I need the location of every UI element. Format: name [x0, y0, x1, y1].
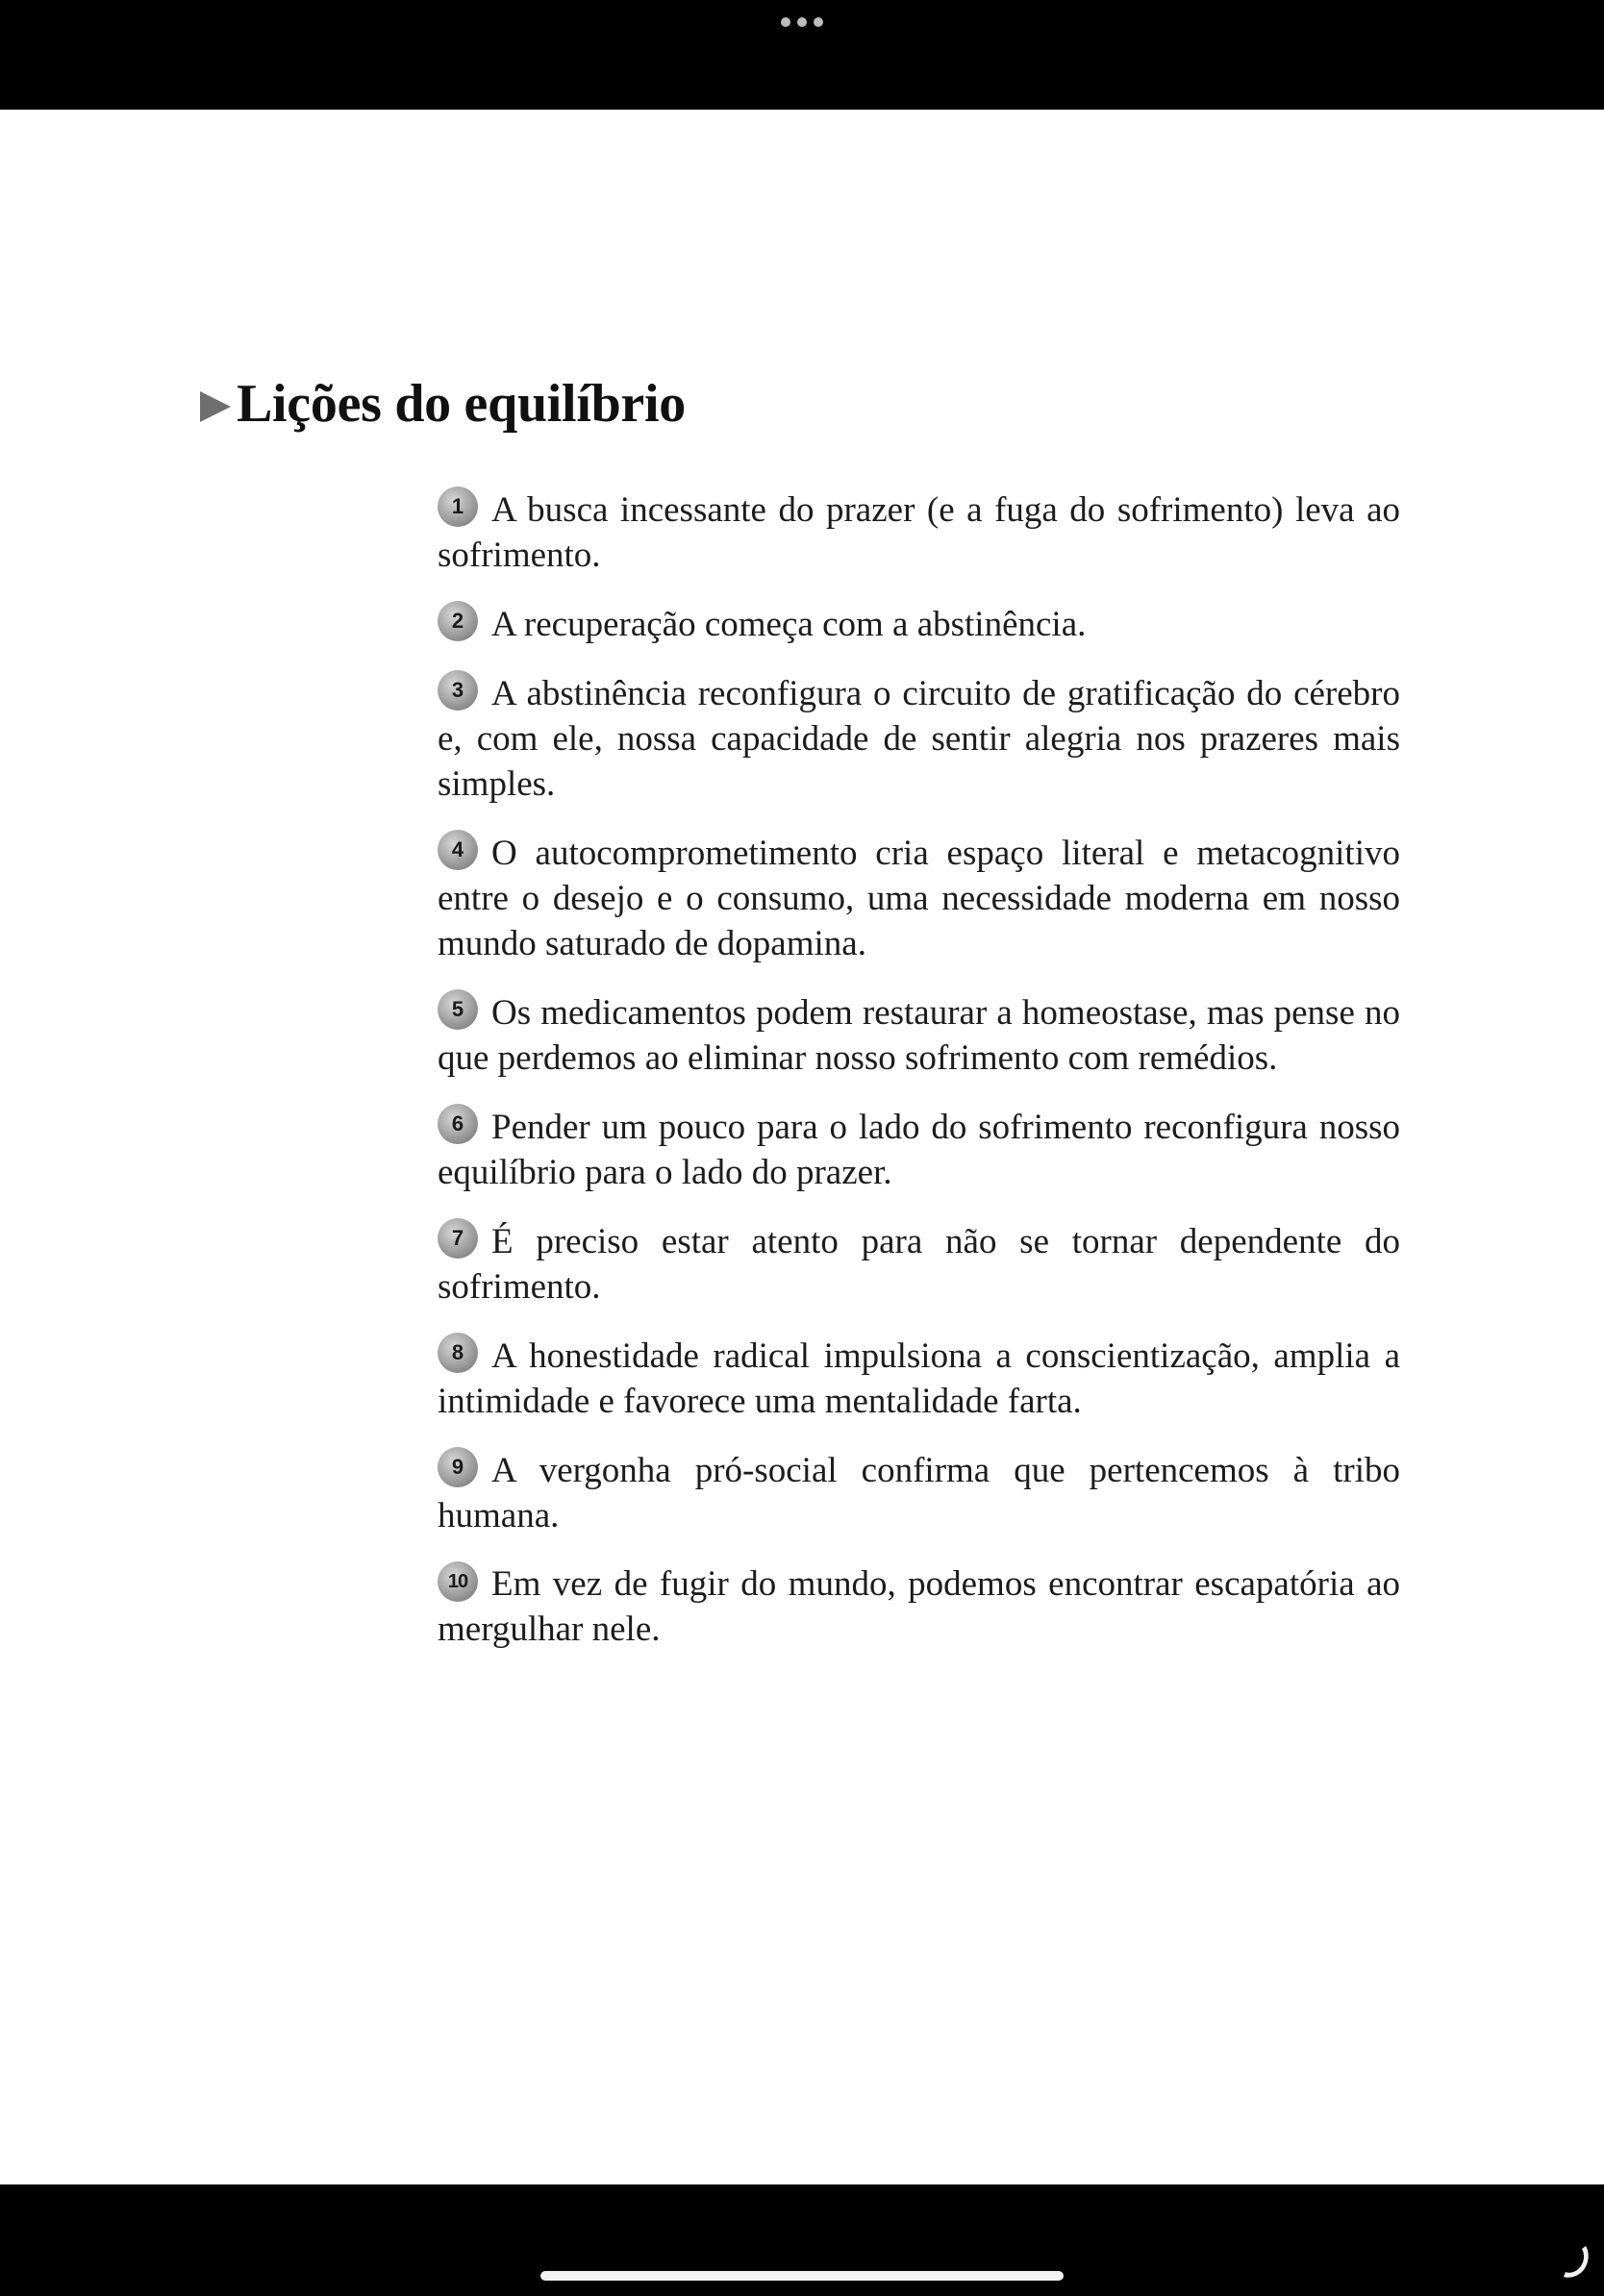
lesson-text: Pender um pouco para o lado do sofrimento reconfigura nosso equilíbrio para o lado do prazer. [438, 1108, 1400, 1192]
section-heading [200, 373, 686, 435]
number-badge-icon: 2 [438, 601, 478, 641]
lesson-text: Os medicamentos podem restaurar a homeostase, mas pense no que perdemos ao eliminar nosso sofrimento com remédios. [438, 993, 1400, 1078]
lesson-item [438, 670, 1400, 807]
lessons-list [438, 487, 1400, 1675]
lesson-item [438, 1447, 1400, 1538]
lesson-text: O autocomprometimento cria espaço literal e metacognitivo entre o desejo e o consumo, uma necessidade moderna em nosso mundo saturado de dopamina. [438, 834, 1400, 963]
more-options-icon[interactable] [781, 15, 823, 29]
lesson-item [438, 989, 1400, 1081]
lesson-text: É preciso estar atento para não se tornar dependente do sofrimento. [438, 1222, 1400, 1307]
lesson-text: A honestidade radical impulsiona a conscientização, amplia a intimidade e favorece uma mentalidade farta. [438, 1336, 1400, 1421]
number-badge-icon: 3 [438, 670, 478, 711]
lesson-item [438, 601, 1400, 647]
home-indicator[interactable] [540, 2271, 1064, 2281]
lesson-item [438, 1218, 1400, 1310]
number-badge-icon: 10 [438, 1561, 478, 1602]
number-badge-icon: 8 [438, 1333, 478, 1373]
call-icon[interactable] [1560, 2242, 1592, 2281]
number-badge-icon: 9 [438, 1447, 478, 1487]
section-title: Lições do equilíbrio [237, 374, 686, 434]
dot [814, 17, 823, 27]
lesson-item [438, 487, 1400, 578]
triangle-bullet-icon [200, 391, 231, 422]
dot [797, 17, 807, 27]
lesson-text: A busca incessante do prazer (e a fuga do sofrimento) leva ao sofrimento. [438, 490, 1400, 575]
dot [781, 17, 790, 27]
number-badge-icon: 4 [438, 830, 478, 870]
number-badge-icon: 5 [438, 989, 478, 1030]
lesson-item [438, 1561, 1400, 1652]
lesson-text: Em vez de fugir do mundo, podemos encontrar escapatória ao mergulhar nele. [438, 1564, 1400, 1649]
lesson-text: A vergonha pró-social confirma que pertencemos à tribo humana. [438, 1451, 1400, 1535]
lesson-text: A recuperação começa com a abstinência. [491, 605, 1087, 644]
lesson-text: A abstinência reconfigura o circuito de gratificação do cérebro e, com ele, nossa capacidade de sentir alegria nos prazeres mais simples. [438, 674, 1400, 804]
top-bar [0, 0, 1604, 110]
number-badge-icon: 6 [438, 1104, 478, 1144]
lesson-item [438, 830, 1400, 966]
number-badge-icon: 7 [438, 1218, 478, 1259]
lesson-item [438, 1104, 1400, 1195]
number-badge-icon: 1 [438, 487, 478, 527]
lesson-item [438, 1333, 1400, 1424]
